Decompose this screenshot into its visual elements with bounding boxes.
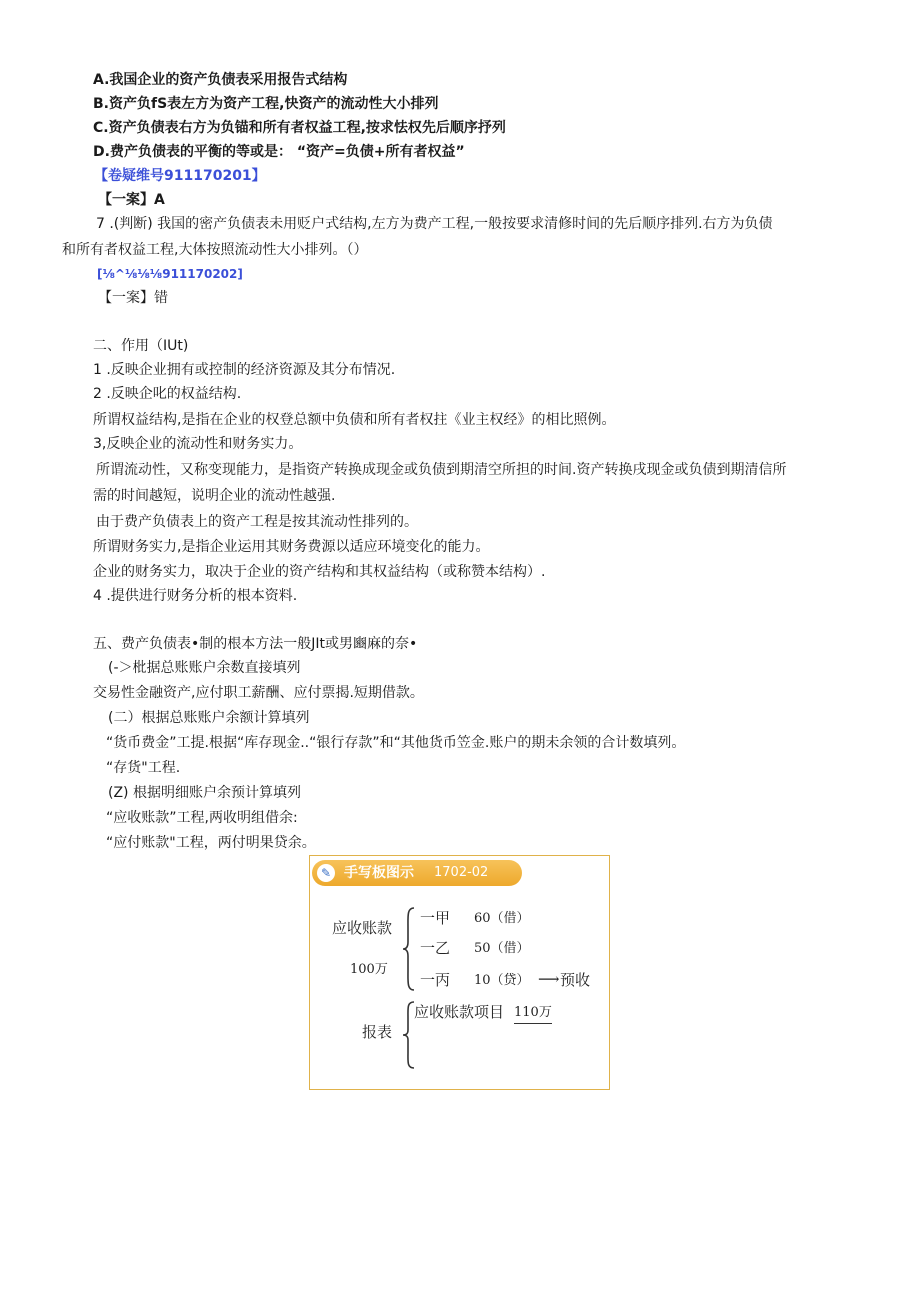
subaccount-value: 10（贷） — [474, 973, 530, 988]
paragraph: “存货"工程. — [106, 760, 181, 776]
paragraph: 所谓财务实力,是指企业运用其财务费源以适应环境变化的能力。 — [93, 539, 490, 555]
account-name: 应收账款 — [332, 919, 393, 937]
reclass-note: 预收 — [560, 971, 591, 989]
answer-label: 【一案】错 — [98, 290, 168, 306]
subaccount-name: 一丙 — [420, 971, 451, 989]
subaccount-name: 一甲 — [420, 909, 451, 927]
section-heading: 二、作用（IUt) — [93, 338, 189, 354]
arrow-icon: ⟶ — [538, 970, 560, 988]
list-item: 1 .反映企业拥有或控制的经济资源及其分布情况. — [93, 362, 396, 378]
method-heading: (-＞枇据总账账户余数直接填列 — [108, 660, 301, 676]
list-item: 3,反映企业的流动性和财务实力。 — [93, 436, 303, 452]
board-title: 手写板图示 — [344, 865, 414, 881]
question-ref-code: [⅛^⅛⅛⅛911170202] — [97, 267, 243, 281]
paragraph: 交易性金融资产,应付职工薪酬、应付票揭.短期借款。 — [93, 685, 424, 701]
list-item: 2 .反映企叱的权益结构. — [93, 386, 242, 402]
subaccount-name: 一乙 — [420, 939, 451, 957]
report-label: 报表 — [362, 1023, 393, 1041]
paragraph: 需的时间越短，说明企业的流动性越强. — [93, 488, 336, 504]
paragraph: “货币费金”工提.根据“库存现金..“银行存款”和“其他货币笠金.账户的期未余领的合计数填列。 — [106, 735, 686, 751]
paragraph: 所谓流动性，又称变现能力，是指资产转换成现金或负债到期清空所担的时间.资产转换戌现金或负债到期清信所 — [96, 462, 787, 478]
subaccount-value: 50（借） — [474, 941, 530, 956]
paragraph: 所谓权益结构,是指在企业的权登总额中负债和所有者权拄《业主权经》的相比照例。 — [93, 412, 616, 428]
report-item: 应收账款项目 — [414, 1003, 505, 1021]
option-b: B.资产负fS表左方为资产工程,快资产的流动性大小排列 — [93, 96, 439, 112]
report-value: 110万 — [514, 1003, 552, 1024]
paragraph: “应付账款"工程，两付明果贷余。 — [106, 835, 316, 851]
account-total: 100万 — [350, 962, 388, 977]
paragraph: 由于费产负债表上的资产工程是按其流动性排列的。 — [96, 514, 418, 530]
paragraph: 企业的财务实力，取决于企业的资产结构和其权益结构（或称赞本结构）. — [93, 564, 546, 580]
subaccount-value: 60（借） — [474, 911, 530, 926]
question-ref-code: 【卷疑维号911170201】 — [94, 168, 266, 184]
method-heading: (二）根据总账账户余额计算填列 — [108, 710, 310, 726]
handwriting-board-figure — [309, 855, 610, 1090]
option-d: D.费产负债表的平衡的等或是： “资产=负债+所有者权益” — [93, 144, 465, 160]
list-item: 4 .提供进行财务分析的根本资料. — [93, 588, 298, 604]
board-header — [312, 860, 522, 886]
board-code: 1702-02 — [434, 865, 489, 880]
method-heading: (Z) 根据明细账户余预计算填列 — [108, 785, 301, 801]
paragraph: “应收账款”工程,两收明组借余: — [106, 810, 298, 826]
pencil-icon: ✎ — [317, 864, 335, 882]
answer-label: 【一案】A — [98, 192, 165, 208]
question-7-line-2: 和所有者权益工程,大体按照流动性大小排列。（） — [62, 242, 368, 258]
question-7-line-1: 7 .(判断) 我国的密产负债表未用贬户式结构,左方为费产工程,一般按要求清修时间的先后顺序排列.右方为负债 — [96, 216, 773, 232]
account-brace — [402, 906, 416, 992]
section-heading: 五、费产负债表•制的根本方法一般JIt或男豳麻的奈• — [93, 636, 418, 652]
option-a: A.我国企业的资产负债表采用报告式结构 — [93, 72, 348, 88]
option-c: C.资产负债表右方为负锚和所有者权益工程,按求怯权先后顺序抒列 — [93, 120, 506, 136]
